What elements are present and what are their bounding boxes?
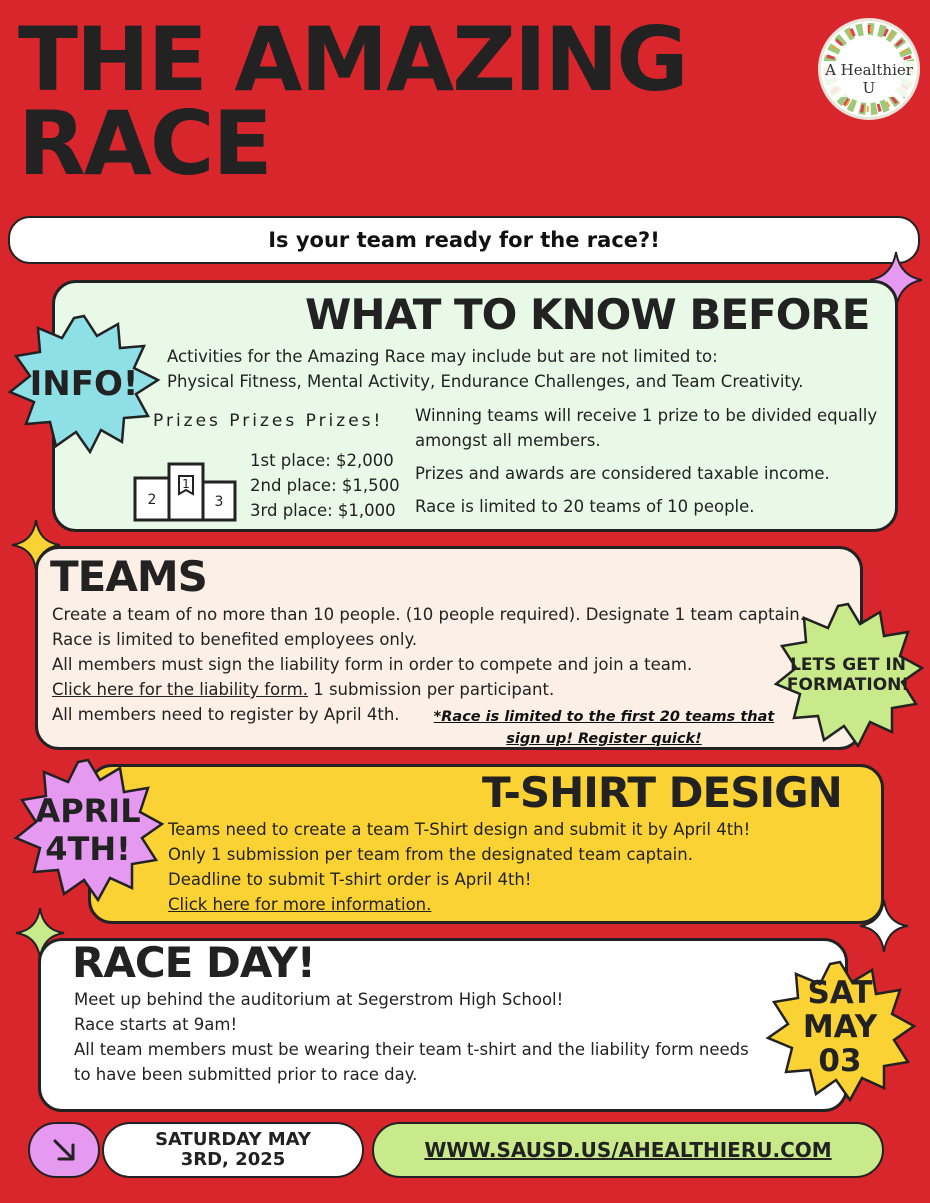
race-day-line-1: Meet up behind the auditorium at Segerstrom High School! xyxy=(74,990,564,1009)
tshirt-heading: T-SHIRT DESIGN xyxy=(482,768,842,817)
race-day-line-4: to have been submitted prior to race day. xyxy=(74,1065,418,1084)
arrow-button[interactable] xyxy=(28,1122,100,1178)
liability-form-suffix: 1 submission per participant. xyxy=(307,680,555,699)
website-link[interactable]: WWW.SAUSD.US/AHEALTHIERU.COM xyxy=(372,1122,884,1178)
tagline-banner: Is your team ready for the race?! xyxy=(8,216,920,264)
formation-badge xyxy=(770,600,926,750)
prize-third: 3rd place: $1,000 xyxy=(250,501,396,520)
tshirt-more-info-link[interactable]: Click here for more information. xyxy=(168,895,432,914)
teams-limit-note: *Race is limited to the first 20 teams that sign up! Register quick! xyxy=(433,709,775,747)
prize-list xyxy=(250,448,400,523)
a-healthier-u-logo xyxy=(818,18,920,120)
info-line-1: Activities for the Amazing Race may include but are not limited to: xyxy=(167,347,718,366)
svg-text:2: 2 xyxy=(147,492,157,508)
april-badge-line-1: APRIL xyxy=(35,792,141,830)
info-note-taxable: Prizes and awards are considered taxable income. xyxy=(415,464,830,483)
info-line-2: Physical Fitness, Mental Activity, Endurance Challenges, and Team Creativity. xyxy=(167,372,804,391)
tshirt-line-3: Deadline to submit T-shirt order is April 4th! xyxy=(168,870,532,889)
sat-may-03-badge xyxy=(762,958,918,1104)
info-badge xyxy=(4,312,164,456)
page-title xyxy=(18,8,818,195)
race-day-line-2: Race starts at 9am! xyxy=(74,1015,238,1034)
teams-register: All members need to register by April 4th. xyxy=(52,705,400,724)
svg-text:3: 3 xyxy=(214,494,224,510)
liability-form-link[interactable]: Click here for the liability form. xyxy=(52,680,308,699)
prize-second: 2nd place: $1,500 xyxy=(250,476,400,495)
formation-badge-label: LETS GET IN FORMATION! xyxy=(786,655,910,695)
podium-icon xyxy=(133,460,237,522)
teams-line-4 xyxy=(52,677,554,702)
tshirt-line-1: Teams need to create a team T-Shirt design and submit it by April 4th! xyxy=(168,820,751,839)
svg-text:1: 1 xyxy=(182,477,190,491)
april-badge-line-2: 4TH! xyxy=(45,830,131,868)
info-note-prize-split: Winning teams will receive 1 prize to be divided equally amongst all members. xyxy=(415,406,878,450)
arrow-down-right-icon xyxy=(47,1133,81,1167)
teams-line-3: All members must sign the liability form in order to compete and join a team. xyxy=(52,655,693,674)
event-date-line-1: SATURDAY MAY xyxy=(155,1129,311,1150)
prizes-title: Prizes Prizes Prizes! xyxy=(153,411,384,431)
info-note-limit: Race is limited to 20 teams of 10 people. xyxy=(415,497,755,516)
tshirt-line-2: Only 1 submission per team from the designated team captain. xyxy=(168,845,693,864)
race-day-heading: RACE DAY! xyxy=(72,938,315,987)
sat-badge-line-3: 03 xyxy=(818,1043,862,1079)
logo-text: A Healthier U xyxy=(821,61,917,97)
info-notes xyxy=(415,403,885,527)
event-date-line-2: 3RD, 2025 xyxy=(180,1149,286,1170)
teams-heading: TEAMS xyxy=(50,552,207,601)
sat-badge-line-1: SAT xyxy=(807,975,873,1011)
tshirt-more-info-row xyxy=(168,892,431,917)
event-date-pill xyxy=(102,1122,364,1178)
title-line-2: RACE xyxy=(18,92,271,195)
sat-badge-line-2: MAY xyxy=(802,1009,878,1045)
teams-line-1: Create a team of no more than 10 people. (10 people required). Designate 1 team captain. xyxy=(52,605,805,624)
prize-first: 1st place: $2,000 xyxy=(250,451,394,470)
title-line-1: THE AMAZING xyxy=(18,8,687,111)
race-day-line-3: All team members must be wearing their team t-shirt and the liability form needs xyxy=(74,1040,749,1059)
april-4th-badge xyxy=(10,756,166,904)
teams-line-2: Race is limited to benefited employees only. xyxy=(52,630,418,649)
info-badge-label: INFO! xyxy=(29,364,139,404)
info-heading: WHAT TO KNOW BEFORE xyxy=(305,290,870,339)
